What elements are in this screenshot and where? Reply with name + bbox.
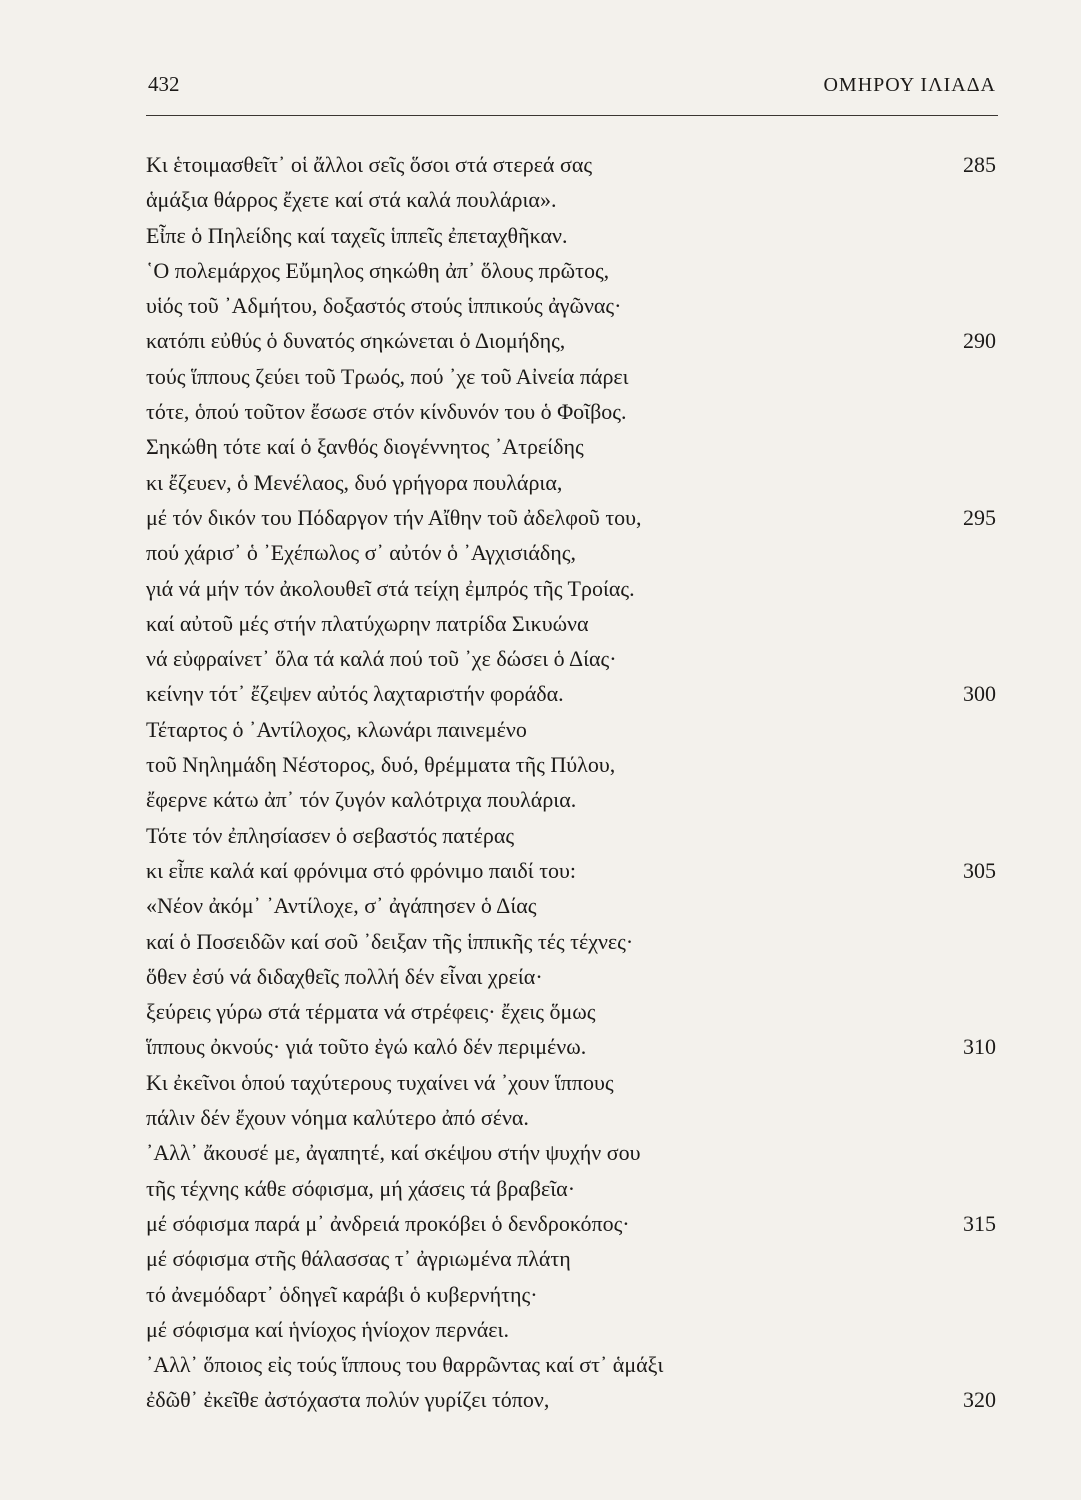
verse-line (146, 818, 996, 853)
verse-line (146, 288, 996, 323)
verse-text: τοῦ Νηλημάδη Νέστορος, δυό, θρέμματα τῆς Πύλου, (146, 752, 616, 778)
verse-line (146, 1100, 996, 1135)
verse-list (146, 147, 996, 1418)
verse-line (146, 1029, 996, 1064)
verse-line (146, 429, 996, 464)
verse-line (146, 182, 996, 217)
verse-line (146, 500, 996, 535)
verse-line (146, 394, 996, 429)
verse-text: κι εἶπε καλά καί φρόνιμα στό φρόνιμο παιδί του: (146, 857, 577, 883)
header-rule (146, 115, 998, 116)
verse-line (146, 1171, 996, 1206)
verse-text: Σηκώθη τότε καί ὁ ξανθός διογέννητος ᾽Ατρείδης (146, 434, 584, 460)
verse-text: Τέταρτος ὁ ᾽Αντίλοχος, κλωνάρι παινεμένο (146, 716, 527, 742)
verse-text: Κι ἑτοιμασθεῖτ᾽ οἱ ἄλλοι σεῖς ὅσοι στά στερεά σας (146, 152, 593, 177)
verse-text: τό ἀνεμόδαρτ᾽ ὁδηγεῖ καράβι ὁ κυβερνήτης· (146, 1281, 538, 1307)
verse-line (146, 712, 996, 747)
verse-line (146, 747, 996, 782)
verse-text: μέ σόφισμα καί ἡνίοχος ἡνίοχον περνάει. (146, 1316, 509, 1342)
verse-text: ᾽Αλλ᾽ ὅποιος εἰς τούς ἵππους του θαρρῶντας καί στ᾽ ἁμάξι (146, 1352, 664, 1378)
verse-number: 300 (963, 681, 996, 707)
verse-number: 310 (963, 1034, 996, 1060)
verse-text: ὅθεν ἐσύ νά διδαχθεῖς πολλή δέν εἶναι χρεία· (146, 963, 543, 989)
verse-number: 315 (963, 1210, 996, 1236)
running-title: ΟΜΗΡΟΥ ΙΛΙΑΔΑ (823, 74, 996, 96)
verse-text: Τότε τόν ἐπλησίασεν ὁ σεβαστός πατέρας (146, 822, 515, 848)
verse-number: 305 (963, 857, 996, 883)
verse-text: Κι ἐκεῖνοι ὁπού ταχύτερους τυχαίνει νά ᾽χουν ἵππους (146, 1069, 614, 1095)
verse-number: 320 (963, 1387, 996, 1413)
verse-text: υἱός τοῦ ᾽Αδμήτου, δοξαστός στούς ἱππικούς ἀγῶνας· (146, 293, 622, 319)
verse-text: πού χάρισ᾽ ὁ ᾽Εχέπωλος σ᾽ αὐτόν ὁ ᾽Αγχισιάδης, (146, 540, 577, 566)
verse-line (146, 1347, 996, 1382)
verse-line (146, 323, 996, 358)
verse-line (146, 888, 996, 923)
verse-text: νά εὐφραίνετ᾽ ὅλα τά καλά πού τοῦ ᾽χε δώσει ὁ Δίας· (146, 646, 617, 672)
verse-line (146, 782, 996, 817)
verse-line (146, 994, 996, 1029)
verse-text: ἔφερνε κάτω ἀπ᾽ τόν ζυγόν καλότριχα πουλάρια. (146, 787, 577, 813)
verse-line (146, 924, 996, 959)
page-header (140, 70, 1000, 110)
verse-line (146, 1206, 996, 1241)
verse-text: τῆς τέχνης κάθε σόφισμα, μή χάσεις τά βραβεῖα· (146, 1175, 576, 1201)
verse-text: ῾Ο πολεμάρχος Εὔμηλος σηκώθη ἀπ᾽ ὅλους πρῶτος, (146, 257, 610, 283)
verse-text: καί αὐτοῦ μές στήν πλατύχωρην πατρίδα Σικυώνα (146, 610, 589, 636)
verse-text: τότε, ὁπού τοῦτον ἔσωσε στόν κίνδυνόν του ὁ Φοῖβος. (146, 399, 627, 425)
verse-line (146, 606, 996, 641)
verse-line (146, 535, 996, 570)
verse-text: τούς ἵππους ζεύει τοῦ Τρωός, πού ᾽χε τοῦ Αἰνεία πάρει (146, 363, 629, 389)
verse-text: «Νέον ἀκόμ᾽ ᾽Αντίλοχε, σ᾽ ἀγάπησεν ὁ Δίας (146, 893, 537, 919)
verse-number: 285 (963, 152, 996, 177)
verse-line (146, 1277, 996, 1312)
verse-line (146, 959, 996, 994)
verse-number: 290 (963, 328, 996, 354)
verse-text: ἵππους ὀκνούς· γιά τοῦτο ἐγώ καλό δέν περιμένω. (146, 1034, 587, 1060)
verse-text: ἐδῶθ᾽ ἐκεῖθε ἀστόχαστα πολύν γυρίζει τόπον, (146, 1387, 550, 1413)
verse-line (146, 147, 996, 182)
verse-text: ἁμάξια θάρρος ἔχετε καί στά καλά πουλάρια». (146, 187, 557, 213)
verse-text: Εἶπε ὁ Πηλείδης καί ταχεῖς ἱππεῖς ἐπεταχθῆκαν. (146, 222, 568, 248)
verse-line (146, 676, 996, 711)
verse-line (146, 1135, 996, 1170)
verse-text: κι ἔζευεν, ὁ Μενέλαος, δυό γρήγορα πουλάρια, (146, 469, 563, 495)
verse-line (146, 641, 996, 676)
verse-line (146, 853, 996, 888)
verse-line (146, 253, 996, 288)
verse-text: πάλιν δέν ἔχουν νόημα καλύτερο ἀπό σένα. (146, 1105, 529, 1131)
verse-text: γιά νά μήν τόν ἀκολουθεῖ στά τείχη ἐμπρός τῆς Τροίας. (146, 575, 635, 601)
verse-text: ᾽Αλλ᾽ ἄκουσέ με, ἀγαπητέ, καί σκέψου στήν ψυχήν σου (146, 1140, 641, 1166)
verse-line (146, 571, 996, 606)
verse-text: κείνην τότ᾽ ἔζεψεν αὐτός λαχταριστήν φοράδα. (146, 681, 564, 707)
verse-line (146, 1312, 996, 1347)
verse-text: μέ σόφισμα παρά μ᾽ ἀνδρειά προκόβει ὁ δενδροκόπος· (146, 1210, 630, 1236)
verse-line (146, 1382, 996, 1417)
verse-line (146, 218, 996, 253)
verse-text: κατόπι εὐθύς ὁ δυνατός σηκώνεται ὁ Διομήδης, (146, 328, 566, 354)
verse-text: καί ὁ Ποσειδῶν καί σοῦ ᾽δειξαν τῆς ἱππικῆς τές τέχνες· (146, 928, 634, 954)
verse-line (146, 465, 996, 500)
verse-text: ξεύρεις γύρω στά τέρματα νά στρέφεις· ἔχεις ὅμως (146, 999, 596, 1025)
verse-line (146, 1241, 996, 1276)
page-number: 432 (148, 72, 180, 96)
verse-number: 295 (963, 504, 996, 530)
verse-text: μέ τόν δικόν του Πόδαργον τήν Αἴθην τοῦ ἀδελφοῦ του, (146, 504, 642, 530)
verse-line (146, 1065, 996, 1100)
verse-text: μέ σόφισμα στῆς θάλασσας τ᾽ ἀγριωμένα πλάτη (146, 1246, 571, 1272)
verse-line (146, 359, 996, 394)
